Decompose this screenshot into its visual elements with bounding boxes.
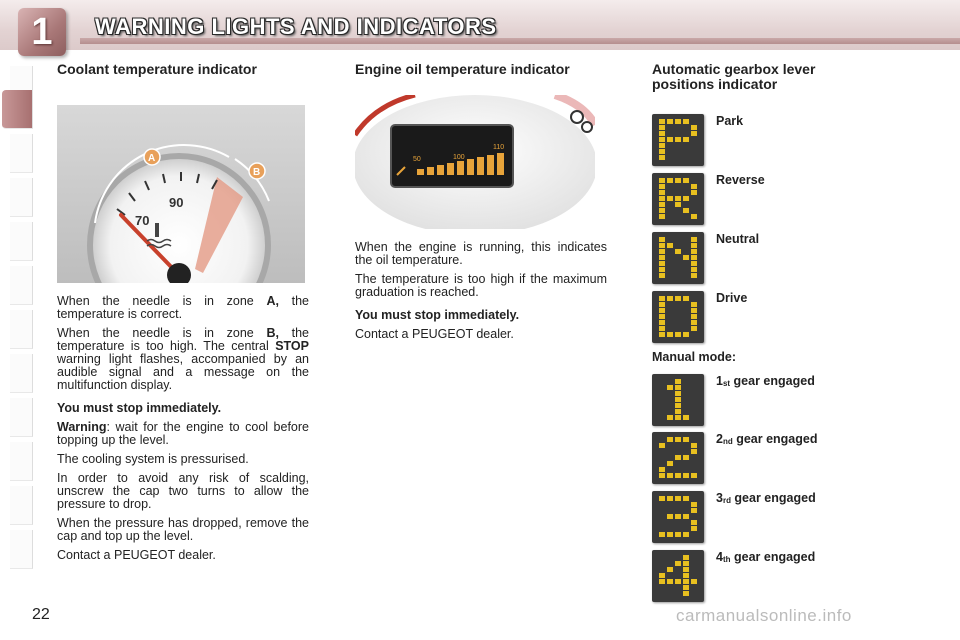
page-number: 22 xyxy=(32,606,50,623)
led-dot xyxy=(691,261,697,266)
led-dot xyxy=(675,119,681,124)
led-dot xyxy=(683,137,689,142)
led-dot xyxy=(659,131,665,136)
oil-running-text: When the engine is running, this indicates the oil temperature. xyxy=(355,240,607,267)
coolant-zone-b-text: When the needle is in zone B, the temperature is too high. The central STOP warning light flashes, accompanied by an audible signal and a message on the multifunction display. xyxy=(57,326,309,392)
led-dot xyxy=(675,579,681,584)
gear-label-park: Park xyxy=(716,114,744,128)
chapter-tab[interactable] xyxy=(10,486,33,525)
led-dot xyxy=(691,237,697,242)
oil-too-high-text: The temperature is too high if the maximum graduation is reached. xyxy=(355,272,607,299)
led-dot xyxy=(683,178,689,183)
led-dot xyxy=(659,320,665,325)
led-dot xyxy=(675,391,681,396)
led-dot xyxy=(667,461,673,466)
gear-display-r xyxy=(652,173,704,225)
gear-position-park xyxy=(652,114,912,170)
led-dot xyxy=(683,119,689,124)
led-dot xyxy=(667,243,673,248)
chapter-tab-active[interactable] xyxy=(2,90,33,129)
led-dot xyxy=(683,208,689,213)
led-dot xyxy=(659,308,665,313)
led-dot xyxy=(675,561,681,566)
led-dot xyxy=(667,119,673,124)
led-dot xyxy=(691,449,697,454)
led-dot xyxy=(691,255,697,260)
led-dot xyxy=(675,379,681,384)
gear-label-3: 3rd gear engaged xyxy=(716,491,816,505)
led-dot xyxy=(667,532,673,537)
chapter-tabs xyxy=(0,66,32,576)
led-dot xyxy=(691,443,697,448)
led-dot xyxy=(675,532,681,537)
led-dot xyxy=(659,473,665,478)
led-dot xyxy=(659,273,665,278)
led-dot xyxy=(675,249,681,254)
gear-display-4 xyxy=(652,550,704,602)
chapter-tab[interactable] xyxy=(10,266,33,305)
led-dot xyxy=(659,261,665,266)
chapter-tab[interactable] xyxy=(10,178,33,217)
gear-manual-4 xyxy=(652,550,912,606)
led-dot xyxy=(667,385,673,390)
gear-display-d xyxy=(652,291,704,343)
led-dot xyxy=(667,579,673,584)
led-dot xyxy=(659,202,665,207)
led-dot xyxy=(683,514,689,519)
led-dot xyxy=(675,514,681,519)
led-dot xyxy=(659,532,665,537)
gear-label-1: 1st gear engaged xyxy=(716,374,815,388)
led-dot xyxy=(667,332,673,337)
led-dot xyxy=(683,415,689,420)
led-dot xyxy=(691,520,697,525)
led-dot xyxy=(691,214,697,219)
led-dot xyxy=(691,243,697,248)
gear-label-2: 2nd gear engaged xyxy=(716,432,818,446)
gearbox-section xyxy=(652,62,912,622)
led-dot xyxy=(683,296,689,301)
coolant-title: Coolant temperature indicator xyxy=(57,61,257,77)
led-dot xyxy=(659,214,665,219)
led-dot xyxy=(683,455,689,460)
led-dot xyxy=(659,579,665,584)
led-dot xyxy=(659,237,665,242)
led-dot xyxy=(659,302,665,307)
gear-manual-3 xyxy=(652,491,912,547)
led-dot xyxy=(675,415,681,420)
gear-label-4: 4th gear engaged xyxy=(716,550,816,564)
led-dot xyxy=(659,190,665,195)
zone-a-label: A xyxy=(148,153,156,164)
coolant-contact-text: Contact a PEUGEOT dealer. xyxy=(57,548,216,562)
led-dot xyxy=(675,196,681,201)
led-dot xyxy=(659,208,665,213)
coolant-zone-a-text: When the needle is in zone A, the temperature is correct. xyxy=(57,294,309,321)
gear-position-reverse xyxy=(652,173,912,229)
led-dot xyxy=(659,119,665,124)
oil-tick-100: 100 xyxy=(453,154,465,161)
led-dot xyxy=(667,567,673,572)
led-dot xyxy=(659,496,665,501)
led-dot xyxy=(675,397,681,402)
led-dot xyxy=(683,437,689,442)
gauge-tick-90: 90 xyxy=(169,195,184,210)
led-dot xyxy=(675,385,681,390)
led-dot xyxy=(683,255,689,260)
coolant-pressurised-text: The cooling system is pressurised. xyxy=(57,452,249,466)
led-dot xyxy=(691,273,697,278)
led-dot xyxy=(675,296,681,301)
led-dot xyxy=(691,184,697,189)
gear-display-p xyxy=(652,114,704,166)
chapter-tab[interactable] xyxy=(10,134,33,173)
coolant-stop-text: You must stop immediately. xyxy=(57,401,222,415)
led-dot xyxy=(683,567,689,572)
led-dot xyxy=(691,508,697,513)
chapter-tab[interactable] xyxy=(10,354,33,393)
led-dot xyxy=(659,296,665,301)
gear-label-neutral: Neutral xyxy=(716,232,760,246)
led-dot xyxy=(659,178,665,183)
led-dot xyxy=(659,267,665,272)
chapter-tab[interactable] xyxy=(10,398,33,437)
coolant-gauge-illustration xyxy=(57,105,305,283)
led-dot xyxy=(691,502,697,507)
led-dot xyxy=(683,196,689,201)
gear-display-3 xyxy=(652,491,704,543)
oil-tick-50: 50 xyxy=(413,156,421,163)
led-dot xyxy=(675,496,681,501)
led-dot xyxy=(675,202,681,207)
led-dot xyxy=(659,573,665,578)
gear-manual-2 xyxy=(652,432,912,488)
led-dot xyxy=(675,437,681,442)
led-dot xyxy=(667,437,673,442)
led-dot xyxy=(691,131,697,136)
led-dot xyxy=(683,585,689,590)
chapter-tab[interactable] xyxy=(10,222,33,261)
led-dot xyxy=(675,137,681,142)
led-dot xyxy=(659,143,665,148)
led-dot xyxy=(675,403,681,408)
led-dot xyxy=(675,455,681,460)
page-title: WARNING LIGHTS AND INDICATORS xyxy=(95,14,497,39)
led-dot xyxy=(675,409,681,414)
led-dot xyxy=(683,496,689,501)
coolant-pressure-dropped-text: When the pressure has dropped, remove the cap and top up the level. xyxy=(57,516,309,543)
led-dot xyxy=(683,532,689,537)
oil-title: Engine oil temperature indicator xyxy=(355,61,570,77)
zone-b-label: B xyxy=(253,167,261,178)
led-dot xyxy=(675,178,681,183)
led-dot xyxy=(675,473,681,478)
led-dot xyxy=(659,243,665,248)
led-dot xyxy=(667,296,673,301)
led-dot xyxy=(659,467,665,472)
manual-mode-label: Manual mode: xyxy=(652,350,737,364)
led-dot xyxy=(667,196,673,201)
led-dot xyxy=(667,514,673,519)
led-dot xyxy=(691,190,697,195)
led-dot xyxy=(691,320,697,325)
led-dot xyxy=(683,573,689,578)
led-dot xyxy=(691,267,697,272)
led-dot xyxy=(683,473,689,478)
led-dot xyxy=(675,332,681,337)
oil-contact-text: Contact a PEUGEOT dealer. xyxy=(355,327,514,341)
led-dot xyxy=(659,314,665,319)
chapter-tab[interactable] xyxy=(10,530,33,569)
led-dot xyxy=(659,184,665,189)
chapter-badge: 1 xyxy=(18,8,66,56)
led-dot xyxy=(683,555,689,560)
led-dot xyxy=(667,496,673,501)
gear-label-reverse: Reverse xyxy=(716,173,765,187)
led-dot xyxy=(667,137,673,142)
gear-display-2 xyxy=(652,432,704,484)
led-dot xyxy=(659,326,665,331)
led-dot xyxy=(667,415,673,420)
led-dot xyxy=(659,443,665,448)
led-dot xyxy=(659,255,665,260)
led-dot xyxy=(659,249,665,254)
led-dot xyxy=(659,155,665,160)
gear-display-1 xyxy=(652,374,704,426)
led-dot xyxy=(667,473,673,478)
led-dot xyxy=(659,196,665,201)
led-dot xyxy=(659,332,665,337)
led-dot xyxy=(691,473,697,478)
led-dot xyxy=(691,302,697,307)
oil-section xyxy=(355,62,607,341)
coolant-section xyxy=(57,62,309,562)
chapter-tab[interactable] xyxy=(10,310,33,349)
led-dot xyxy=(659,137,665,142)
gear-position-drive xyxy=(652,291,912,347)
gear-manual-1 xyxy=(652,374,912,430)
coolant-scalding-text: In order to avoid any risk of scalding, unscrew the cap two turns to allow the pressure to drop. xyxy=(57,471,309,511)
led-dot xyxy=(659,125,665,130)
coolant-warning-text: Warning: wait for the engine to cool before topping up the level. xyxy=(57,420,309,447)
led-dot xyxy=(691,526,697,531)
led-dot xyxy=(691,125,697,130)
chapter-tab[interactable] xyxy=(10,442,33,481)
watermark: carmanualsonline.info xyxy=(676,606,852,625)
led-dot xyxy=(691,308,697,313)
led-dot xyxy=(683,332,689,337)
led-dot xyxy=(691,326,697,331)
led-dot xyxy=(691,314,697,319)
gearbox-title: Automatic gearbox lever positions indicator xyxy=(652,61,816,92)
led-dot xyxy=(683,579,689,584)
gauge-tick-70: 70 xyxy=(135,213,150,228)
led-dot xyxy=(683,591,689,596)
led-dot xyxy=(691,579,697,584)
gear-position-neutral xyxy=(652,232,912,288)
led-dot xyxy=(683,561,689,566)
led-dot xyxy=(659,149,665,154)
oil-temperature-illustration xyxy=(355,95,595,229)
led-dot xyxy=(691,249,697,254)
led-dot xyxy=(667,178,673,183)
oil-stop-text: You must stop immediately. xyxy=(355,308,520,322)
gear-display-n xyxy=(652,232,704,284)
gear-label-drive: Drive xyxy=(716,291,748,305)
oil-tick-110: 110 xyxy=(493,144,505,151)
